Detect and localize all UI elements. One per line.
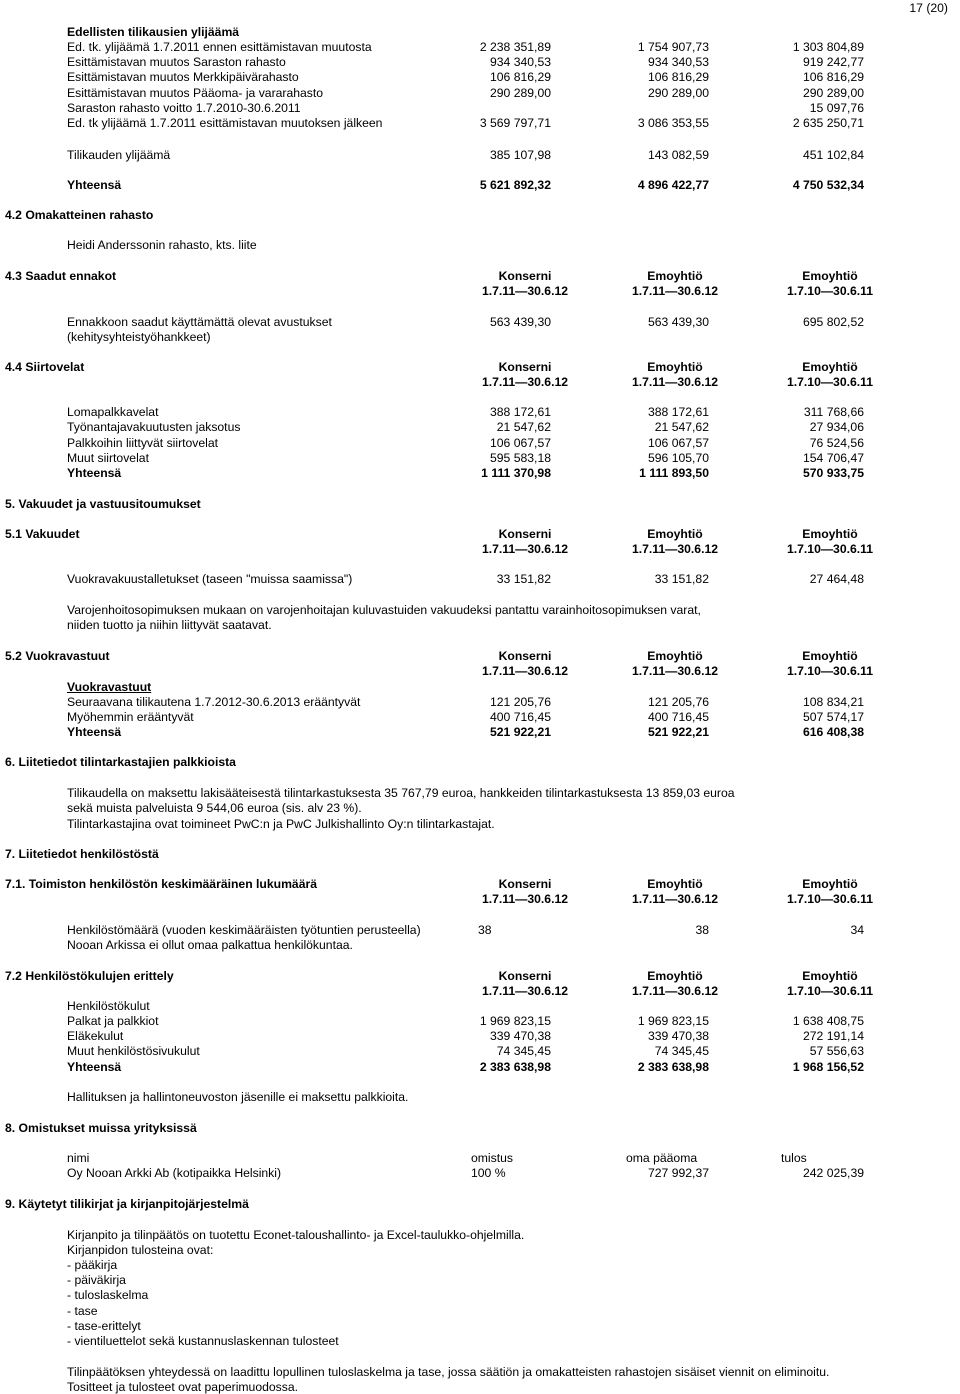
subsidiary-result: 242 025,39 <box>803 1166 864 1180</box>
value-emoyhtio: 400 716,45 <box>648 710 709 724</box>
header-emoyhtio-prev: Emoyhtiö <box>802 649 858 663</box>
value-konserni: 106 067,57 <box>490 436 551 450</box>
page-number: 17 (20) <box>909 1 948 15</box>
subsidiary-name: Oy Nooan Arkki Ab (kotipaikka Helsinki) <box>67 1166 282 1180</box>
subsidiary-ownership: 100 % <box>471 1166 506 1180</box>
header-tulos: tulos <box>781 1151 807 1165</box>
value-emoyhtio-prev: 2 635 250,71 <box>792 116 864 130</box>
section-4-4-title: 4.4 Siirtovelat <box>5 360 85 374</box>
total-emoyhtio-prev: 1 968 156,52 <box>792 1060 864 1074</box>
value-konserni: 121 205,76 <box>490 695 551 709</box>
row-label: Esittämistavan muutos Pääoma- ja vararahasto <box>67 86 324 100</box>
header-emoyhtio-prev: Emoyhtiö <box>802 269 858 283</box>
bookkeeping-item: - päiväkirja <box>67 1273 126 1287</box>
row-label: Työnantajavakuutusten jaksotus <box>67 420 241 434</box>
section-5-1-title: 5.1 Vakuudet <box>5 527 80 541</box>
value-emoyhtio-prev: 27 464,48 <box>809 572 864 586</box>
header-period: 1.7.11—30.6.12 <box>631 284 719 298</box>
header-emoyhtio: Emoyhtiö <box>647 877 703 891</box>
section-5-title: 5. Vakuudet ja vastuusitoumukset <box>5 497 201 511</box>
value-emoyhtio-prev: 451 102,84 <box>803 148 864 162</box>
fund-note: Heidi Anderssonin rahasto, kts. liite <box>67 238 257 252</box>
header-emoyhtio-prev: Emoyhtiö <box>802 527 858 541</box>
header-emoyhtio-prev: Emoyhtiö <box>802 969 858 983</box>
value-emoyhtio: 339 470,38 <box>648 1029 709 1043</box>
section-7-title: 7. Liitetiedot henkilöstöstä <box>5 847 159 861</box>
header-period: 1.7.11—30.6.12 <box>481 375 569 389</box>
value-emoyhtio-prev: 272 191,14 <box>803 1029 864 1043</box>
value-emoyhtio: 33 151,82 <box>654 572 709 586</box>
value-emoyhtio: 74 345,45 <box>654 1044 709 1058</box>
value-emoyhtio-prev: 108 834,21 <box>803 695 864 709</box>
header-period-prev: 1.7.10—30.6.11 <box>786 664 874 678</box>
board-fees-note: Hallituksen ja hallintoneuvoston jäsenille ei maksettu palkkioita. <box>67 1090 409 1104</box>
value-konserni: 1 969 823,15 <box>479 1014 551 1028</box>
section-4-2-title: 4.2 Omakatteinen rahasto <box>5 208 154 222</box>
value-konserni: 290 289,00 <box>490 86 551 100</box>
value-emoyhtio-prev: 76 524,56 <box>809 436 864 450</box>
bookkeeping-item: - vientiluettelot sekä kustannuslaskennan tulosteet <box>67 1334 339 1348</box>
subsidiary-equity: 727 992,37 <box>648 1166 709 1180</box>
header-period: 1.7.11—30.6.12 <box>631 664 719 678</box>
header-period-prev: 1.7.10—30.6.11 <box>786 984 874 998</box>
bookkeeping-item: - tase-erittelyt <box>67 1319 141 1333</box>
lease-subheading: Vuokravastuut <box>67 680 152 694</box>
value-konserni: 388 172,61 <box>490 405 551 419</box>
value-konserni: 74 345,45 <box>496 1044 551 1058</box>
header-period-prev: 1.7.10—30.6.11 <box>786 284 874 298</box>
header-period: 1.7.11—30.6.12 <box>631 984 719 998</box>
audit-text: Tilikaudella on maksettu lakisääteisestä tilintarkastuksesta 35 767,79 euroa, hankkeiden tilintarkastuksesta 13 859,03 euroa <box>67 786 735 800</box>
value-konserni: 3 569 797,71 <box>479 116 551 130</box>
bookkeeping-item: - tase <box>67 1304 98 1318</box>
collateral-note: Varojenhoitosopimuksen mukaan on varojenhoitajan kuluvastuiden vakuudeksi pantattu varainhoitosopimuksen varat, <box>67 603 701 617</box>
staff-note: Nooan Arkissa ei ollut omaa palkattua henkilökuntaa. <box>67 938 353 952</box>
total-label: Yhteensä <box>67 1060 122 1074</box>
value-emoyhtio: 1 969 823,15 <box>637 1014 709 1028</box>
header-konserni: Konserni <box>498 527 552 541</box>
header-period: 1.7.11—30.6.12 <box>481 664 569 678</box>
header-emoyhtio: Emoyhtiö <box>647 269 703 283</box>
value-emoyhtio: 106 067,57 <box>648 436 709 450</box>
value-emoyhtio-prev: 311 768,66 <box>803 405 864 419</box>
row-label: Vuokravakuustalletukset (taseen "muissa saamissa") <box>67 572 353 586</box>
header-period: 1.7.11—30.6.12 <box>481 984 569 998</box>
header-emoyhtio: Emoyhtiö <box>647 649 703 663</box>
value-emoyhtio: 596 105,70 <box>648 451 709 465</box>
header-konserni: Konserni <box>498 269 552 283</box>
section-7-2-title: 7.2 Henkilöstökulujen erittely <box>5 969 174 983</box>
row-label: Esittämistavan muutos Merkkipäivärahasto <box>67 70 299 84</box>
value-emoyhtio: 563 439,30 <box>648 315 709 329</box>
header-period: 1.7.11—30.6.12 <box>481 284 569 298</box>
value-emoyhtio: 121 205,76 <box>648 695 709 709</box>
header-period: 1.7.11—30.6.12 <box>481 542 569 556</box>
value-konserni: 385 107,98 <box>490 148 551 162</box>
row-label-cont: (kehitysyhteistyöhankkeet) <box>67 330 211 344</box>
value-konserni: 21 547,62 <box>496 420 551 434</box>
header-nimi: nimi <box>67 1151 90 1165</box>
value-emoyhtio-prev: 34 <box>850 923 864 937</box>
section-5-2-title: 5.2 Vuokravastuut <box>5 649 110 663</box>
total-emoyhtio: 521 922,21 <box>648 725 709 739</box>
collateral-note-cont: niiden tuotto ja niihin liittyvät saatavat. <box>67 618 272 632</box>
value-emoyhtio-prev: 15 097,76 <box>809 101 864 115</box>
header-oma-paaoma: oma pääoma <box>626 1151 698 1165</box>
value-emoyhtio-prev: 290 289,00 <box>803 86 864 100</box>
value-emoyhtio-prev: 154 706,47 <box>803 451 864 465</box>
value-konserni: 38 <box>478 923 492 937</box>
header-konserni: Konserni <box>498 649 552 663</box>
value-konserni: 934 340,53 <box>490 55 551 69</box>
value-konserni: 563 439,30 <box>490 315 551 329</box>
value-konserni: 595 583,18 <box>490 451 551 465</box>
row-label: Lomapalkkavelat <box>67 405 159 419</box>
total-label: Yhteensä <box>67 178 122 192</box>
header-period: 1.7.11—30.6.12 <box>631 375 719 389</box>
value-emoyhtio: 934 340,53 <box>648 55 709 69</box>
total-konserni: 521 922,21 <box>490 725 551 739</box>
section-8-title: 8. Omistukset muissa yrityksissä <box>5 1121 197 1135</box>
header-period-prev: 1.7.10—30.6.11 <box>786 375 874 389</box>
total-emoyhtio: 4 896 422,77 <box>637 178 709 192</box>
value-emoyhtio: 106 816,29 <box>648 70 709 84</box>
header-konserni: Konserni <box>498 877 552 891</box>
value-emoyhtio: 21 547,62 <box>654 420 709 434</box>
total-emoyhtio: 1 111 893,50 <box>639 466 709 480</box>
section-6-title: 6. Liitetiedot tilintarkastajien palkkioista <box>5 755 236 769</box>
bookkeeping-item: - tuloslaskelma <box>67 1288 149 1302</box>
header-emoyhtio: Emoyhtiö <box>647 969 703 983</box>
header-emoyhtio-prev: Emoyhtiö <box>802 360 858 374</box>
total-konserni: 1 111 370,98 <box>481 466 551 480</box>
row-label: Tilikauden ylijäämä <box>67 148 171 162</box>
header-konserni: Konserni <box>498 969 552 983</box>
audit-text: Tilintarkastajina ovat toimineet PwC:n ja PwC Julkishallinto Oy:n tilintarkastajat. <box>67 817 495 831</box>
row-label: Muut siirtovelat <box>67 451 149 465</box>
header-period-prev: 1.7.10—30.6.11 <box>786 542 874 556</box>
row-label: Eläkekulut <box>67 1029 124 1043</box>
row-label: Ed. tk. ylijäämä 1.7.2011 ennen esittämistavan muutosta <box>67 40 372 54</box>
total-emoyhtio-prev: 616 408,38 <box>803 725 864 739</box>
value-emoyhtio-prev: 27 934,06 <box>809 420 864 434</box>
header-period: 1.7.11—30.6.12 <box>481 892 569 906</box>
personnel-subheading: Henkilöstökulut <box>67 999 150 1013</box>
row-label: Seuraavana tilikautena 1.7.2012-30.6.2013 erääntyvät <box>67 695 361 709</box>
value-konserni: 339 470,38 <box>490 1029 551 1043</box>
value-emoyhtio-prev: 919 242,77 <box>803 55 864 69</box>
value-emoyhtio-prev: 1 638 408,75 <box>792 1014 864 1028</box>
total-emoyhtio-prev: 4 750 532,34 <box>792 178 864 192</box>
section-7-1-title: 7.1. Toimiston henkilöstön keskimääräinen lukumäärä <box>5 877 318 891</box>
value-emoyhtio: 290 289,00 <box>648 86 709 100</box>
value-emoyhtio: 388 172,61 <box>648 405 709 419</box>
value-emoyhtio: 143 082,59 <box>648 148 709 162</box>
value-emoyhtio-prev: 507 574,17 <box>803 710 864 724</box>
value-emoyhtio-prev: 106 816,29 <box>803 70 864 84</box>
value-konserni: 2 238 351,89 <box>479 40 551 54</box>
value-emoyhtio: 38 <box>695 923 709 937</box>
section-4-3-title: 4.3 Saadut ennakot <box>5 269 117 283</box>
total-emoyhtio: 2 383 638,98 <box>637 1060 709 1074</box>
row-label: Palkat ja palkkiot <box>67 1014 159 1028</box>
value-konserni: 33 151,82 <box>496 572 551 586</box>
value-emoyhtio-prev: 57 556,63 <box>809 1044 864 1058</box>
header-konserni: Konserni <box>498 360 552 374</box>
bookkeeping-text: Kirjanpito ja tilinpäätös on tuotettu Econet-taloushallinto- ja Excel-taulukko-ohjelmilla. <box>67 1228 525 1242</box>
value-emoyhtio: 3 086 353,55 <box>637 116 709 130</box>
section-9-title: 9. Käytetyt tilikirjat ja kirjanpitojärjestelmä <box>5 1197 249 1211</box>
row-label: Esittämistavan muutos Saraston rahasto <box>67 55 286 69</box>
header-omistus: omistus <box>471 1151 513 1165</box>
row-label: Saraston rahasto voitto 1.7.2010-30.6.2011 <box>67 101 301 115</box>
value-konserni: 400 716,45 <box>490 710 551 724</box>
value-emoyhtio-prev: 1 303 804,89 <box>792 40 864 54</box>
audit-text: sekä muista palveluista 9 544,06 euroa (sis. alv 23 %). <box>67 801 362 815</box>
header-emoyhtio: Emoyhtiö <box>647 527 703 541</box>
bookkeeping-text: Tilinpäätöksen yhteydessä on laadittu lopullinen tuloslaskelma ja tase, jossa säätiön ja omakatteisten rahastojen sisäiset viennit on eliminoitu. <box>67 1365 830 1379</box>
header-period: 1.7.11—30.6.12 <box>631 542 719 556</box>
row-label: Henkilöstömäärä (vuoden keskimääräisten työtuntien perusteella) <box>67 923 421 937</box>
value-emoyhtio-prev: 695 802,52 <box>803 315 864 329</box>
value-emoyhtio: 1 754 907,73 <box>637 40 709 54</box>
row-label: Myöhemmin erääntyvät <box>67 710 194 724</box>
bookkeeping-text: Tositteet ja tulosteet ovat paperimuodossa. <box>67 1380 299 1394</box>
total-label: Yhteensä <box>67 725 122 739</box>
row-label: Palkkoihin liittyvät siirtovelat <box>67 436 219 450</box>
header-period: 1.7.11—30.6.12 <box>631 892 719 906</box>
total-label: Yhteensä <box>67 466 122 480</box>
total-konserni: 5 621 892,32 <box>479 178 551 192</box>
value-konserni: 106 816,29 <box>490 70 551 84</box>
header-emoyhtio-prev: Emoyhtiö <box>802 877 858 891</box>
header-period-prev: 1.7.10—30.6.11 <box>786 892 874 906</box>
total-konserni: 2 383 638,98 <box>479 1060 551 1074</box>
bookkeeping-text: Kirjanpidon tulosteina ovat: <box>67 1243 214 1257</box>
row-label: Ennakkoon saadut käyttämättä olevat avustukset <box>67 315 332 329</box>
row-label: Muut henkilöstösivukulut <box>67 1044 200 1058</box>
retained-earnings-title: Edellisten tilikausien ylijäämä <box>67 25 240 39</box>
total-emoyhtio-prev: 570 933,75 <box>803 466 864 480</box>
row-label: Ed. tk ylijäämä 1.7.2011 esittämistavan muutoksen jälkeen <box>67 116 383 130</box>
bookkeeping-item: - pääkirja <box>67 1258 118 1272</box>
header-emoyhtio: Emoyhtiö <box>647 360 703 374</box>
